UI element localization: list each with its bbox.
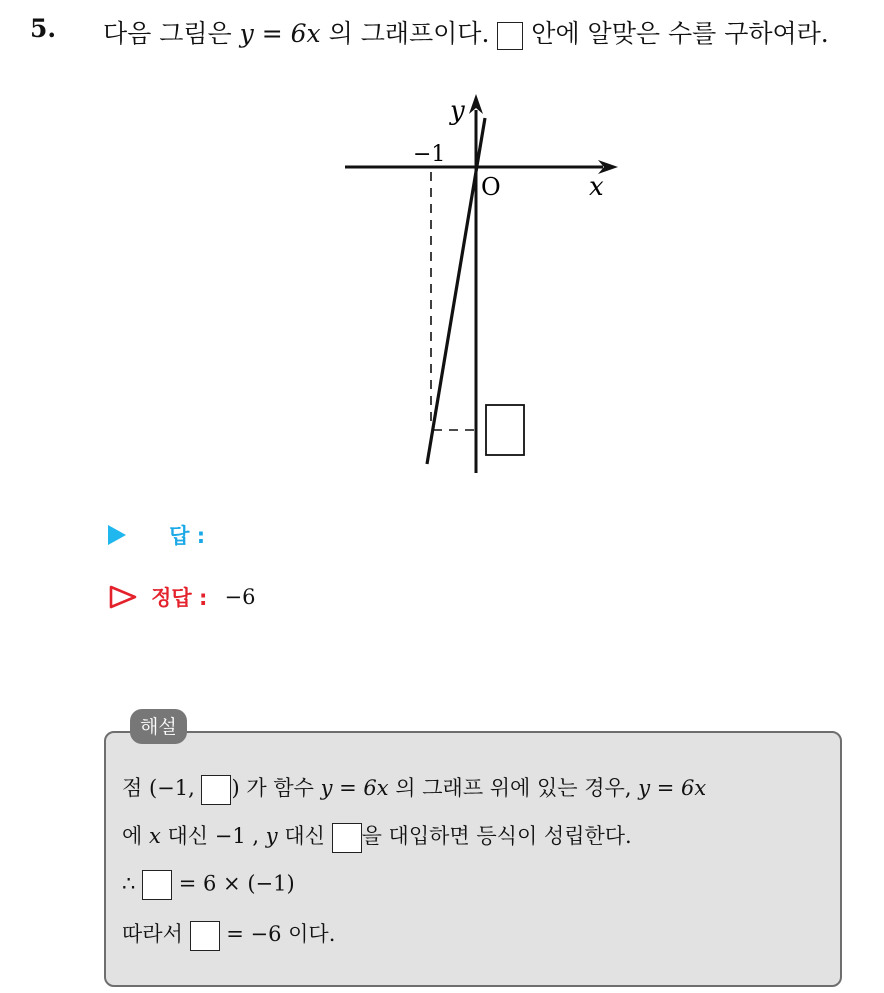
solution-line-4 — [122, 918, 335, 951]
correct-value: −6 — [224, 585, 256, 609]
solution-calc: = 6 × (−1) — [178, 871, 295, 896]
therefore-symbol: ∴ — [122, 871, 136, 896]
solution-y-sub: 대신 — [284, 824, 325, 848]
blank-box — [332, 823, 362, 853]
solution-point-close: ) 가 함수 — [231, 776, 314, 800]
solution-substitute: 을 대입하면 등식이 성립한다. — [361, 824, 632, 848]
solution-line-3 — [122, 870, 295, 900]
y-axis-label: y — [450, 96, 465, 126]
blank-box — [201, 775, 231, 805]
answer-label: 답 : — [169, 524, 206, 548]
solution-tag: 해설 — [130, 709, 187, 744]
solution-graph-phrase: 의 그래프 위에 있는 경우, — [395, 776, 632, 800]
solution-x-sub: 대신 −1 , — [167, 824, 260, 848]
solution-in: 에 — [122, 824, 143, 848]
x-axis-label: x — [589, 172, 604, 202]
solution-equation: y = 6x — [320, 776, 389, 800]
solution-therefore-word: 따라서 — [122, 922, 183, 946]
question-graph-phrase: 의 그래프이다. — [328, 19, 490, 48]
question-equation: y = 6x — [239, 19, 321, 48]
solution-equation-2: y = 6x — [638, 776, 707, 800]
correct-answer-row — [108, 582, 255, 612]
question-intro: 다음 그림은 — [103, 19, 232, 48]
play-icon — [108, 525, 126, 545]
solution-line-1 — [122, 772, 706, 805]
question-number: 5. — [30, 14, 57, 43]
graph-blank-box — [486, 405, 524, 455]
solution-line-2 — [122, 820, 632, 853]
origin-label: O — [481, 173, 501, 201]
answer-row — [108, 520, 205, 550]
solution-point-open: 점 (−1, — [122, 776, 195, 800]
blank-box — [142, 870, 172, 900]
correct-label: 정답 : — [151, 586, 208, 610]
solution-result: = −6 이다. — [226, 922, 336, 946]
question-instruction: 안에 알맞은 수를 구하여라. — [531, 19, 829, 48]
solution-y-var: y — [265, 824, 278, 848]
triangle-outline-icon — [108, 584, 138, 610]
solution-x-var: x — [148, 824, 161, 848]
blank-box — [190, 921, 220, 951]
x-tick-label: −1 — [413, 142, 446, 167]
